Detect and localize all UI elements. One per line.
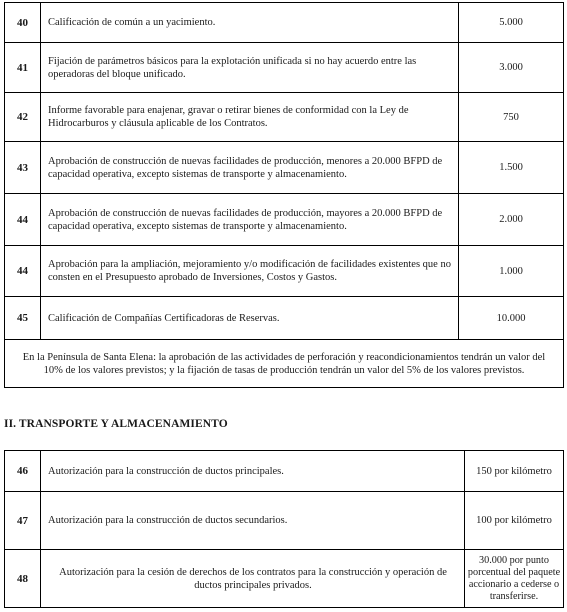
- table-row: [5, 297, 564, 340]
- table-row: [5, 3, 564, 43]
- item-description: Calificación de común a un yacimiento.: [41, 3, 459, 43]
- item-number: 44: [5, 194, 41, 246]
- item-value: 1.000: [459, 246, 564, 297]
- table-row: [5, 246, 564, 297]
- fee-table-exploitation: [4, 2, 564, 388]
- item-value: 150 por kilómetro: [465, 451, 564, 492]
- item-number: 47: [5, 492, 41, 550]
- table-row: [5, 43, 564, 93]
- item-value: 3.000: [459, 43, 564, 93]
- table-row: [5, 194, 564, 246]
- item-number: 42: [5, 93, 41, 142]
- item-number: 40: [5, 3, 41, 43]
- table-row: [5, 492, 564, 550]
- table-row: [5, 93, 564, 142]
- item-description: Informe favorable para enajenar, gravar o retirar bienes de conformidad con la Ley de Hidrocarburos y cláusula aplicable de los Contratos.: [41, 93, 459, 142]
- item-value: 750: [459, 93, 564, 142]
- item-description: Autorización para la cesión de derechos de los contratos para la construcción y operación de ductos principales privados.: [41, 550, 465, 608]
- santa-elena-note: En la Península de Santa Elena: la aprobación de las actividades de perforación y reacondicionamientos tendrán un valor del 10% de los valores previstos; y la fijación de tasas de producción tendrán un valor del 5% de los valores previstos.: [5, 340, 564, 388]
- table-row: [5, 550, 564, 608]
- item-value: 100 por kilómetro: [465, 492, 564, 550]
- item-value: 2.000: [459, 194, 564, 246]
- item-description: Autorización para la construcción de ductos principales.: [41, 451, 465, 492]
- item-number: 43: [5, 142, 41, 194]
- item-description: Aprobación de construcción de nuevas facilidades de producción, menores a 20.000 BFPD de capacidad operativa, excepto sistemas de transporte y almacenamiento.: [41, 142, 459, 194]
- item-description: Aprobación de construcción de nuevas facilidades de producción, mayores a 20.000 BFPD de capacidad operativa, excepto sistemas de transporte y almacenamiento.: [41, 194, 459, 246]
- item-value: 10.000: [459, 297, 564, 340]
- section-title: II. TRANSPORTE Y ALMACENAMIENTO: [4, 418, 228, 430]
- item-number: 46: [5, 451, 41, 492]
- table-row: [5, 142, 564, 194]
- item-description: Aprobación para la ampliación, mejoramiento y/o modificación de facilidades existentes que no consten en el Presupuesto aprobado de Inversiones, Costos y Gastos.: [41, 246, 459, 297]
- fee-table-transport: [4, 450, 564, 608]
- item-number: 48: [5, 550, 41, 608]
- item-number: 44: [5, 246, 41, 297]
- item-value: 5.000: [459, 3, 564, 43]
- item-description: Calificación de Compañías Certificadoras de Reservas.: [41, 297, 459, 340]
- item-description: Fijación de parámetros básicos para la explotación unificada si no hay acuerdo entre las operadoras del bloque unificado.: [41, 43, 459, 93]
- item-value: 30.000 por punto porcentual del paquete accionario a cederse o transferirse.: [465, 550, 564, 608]
- item-number: 45: [5, 297, 41, 340]
- table-note-row: [5, 340, 564, 388]
- item-description: Autorización para la construcción de ductos secundarios.: [41, 492, 465, 550]
- item-value: 1.500: [459, 142, 564, 194]
- item-number: 41: [5, 43, 41, 93]
- table-row: [5, 451, 564, 492]
